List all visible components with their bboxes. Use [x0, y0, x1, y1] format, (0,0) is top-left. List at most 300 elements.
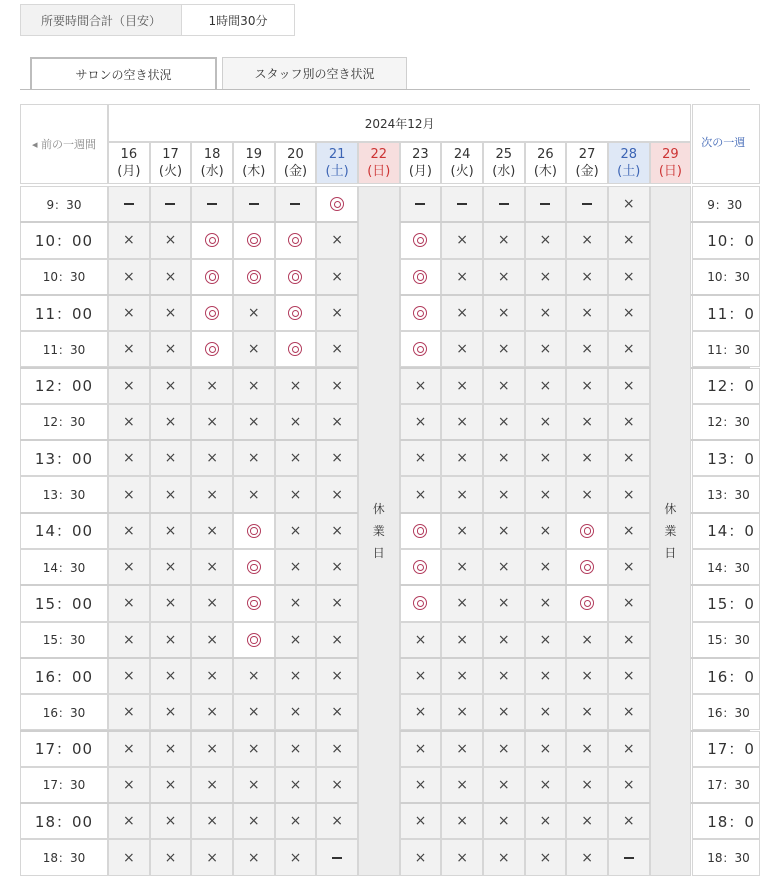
slot-full: ×: [525, 368, 567, 404]
day-header: [150, 142, 192, 184]
slot-available[interactable]: [233, 222, 275, 258]
day-header: [191, 142, 233, 184]
slot-full: ×: [150, 803, 192, 839]
slot-full: ×: [441, 331, 483, 367]
time-label: 13：30: [20, 476, 108, 512]
available-mark-icon: [580, 596, 594, 610]
time-label-right: 11：0: [692, 295, 760, 331]
slot-full: ×: [483, 331, 525, 367]
slot-full: ×: [441, 513, 483, 549]
slot-full: ×: [483, 585, 525, 621]
slot-full: ×: [441, 222, 483, 258]
slot-full: ×: [316, 222, 358, 258]
slot-full: ×: [566, 622, 608, 658]
slot-full: ×: [400, 658, 442, 694]
day-header: [400, 142, 442, 184]
slot-full: ×: [608, 404, 650, 440]
slot-full: ×: [483, 513, 525, 549]
time-label: 15：00: [20, 585, 108, 621]
available-mark-icon: [330, 197, 344, 211]
slot-full: ×: [108, 694, 150, 730]
day-date: 22: [370, 147, 388, 162]
day-date: 20: [287, 147, 304, 162]
day-weekday: (火): [450, 164, 474, 179]
slot-full: ×: [191, 839, 233, 875]
slot-full: ×: [525, 476, 567, 512]
time-label: 10：00: [20, 222, 108, 258]
slot-full: ×: [108, 658, 150, 694]
slot-full: ×: [108, 259, 150, 295]
slot-full: ×: [316, 513, 358, 549]
slot-full: ×: [150, 585, 192, 621]
closed-day-label-char: 日: [664, 545, 677, 560]
day-header: [441, 142, 483, 184]
slot-full: ×: [108, 731, 150, 767]
slot-full: ×: [275, 658, 317, 694]
slot-full: ×: [150, 404, 192, 440]
slot-full: ×: [275, 694, 317, 730]
slot-available[interactable]: [191, 295, 233, 331]
slot-full: ×: [108, 549, 150, 585]
closed-day-label-char: 休: [372, 501, 385, 516]
dash-icon: [207, 203, 217, 205]
slot-unavailable: [108, 186, 150, 222]
slot-full: ×: [316, 658, 358, 694]
dash-icon: [457, 203, 467, 205]
slot-full: ×: [608, 259, 650, 295]
day-weekday: (水): [492, 164, 516, 179]
slot-full: ×: [400, 839, 442, 875]
day-weekday: (火): [158, 164, 183, 179]
slot-full: ×: [275, 803, 317, 839]
slot-available[interactable]: [566, 585, 608, 621]
day-header: [483, 142, 525, 184]
slot-full: ×: [316, 622, 358, 658]
slot-available[interactable]: [191, 259, 233, 295]
slot-full: ×: [608, 622, 650, 658]
slot-full: ×: [150, 295, 192, 331]
slot-full: ×: [608, 549, 650, 585]
slot-full: ×: [275, 476, 317, 512]
time-label-right: 15：0: [692, 585, 760, 621]
slot-full: ×: [400, 622, 442, 658]
slot-unavailable: [275, 186, 317, 222]
dash-icon: [624, 857, 634, 859]
slot-full: ×: [233, 694, 275, 730]
slot-full: ×: [150, 549, 192, 585]
slot-available[interactable]: [233, 622, 275, 658]
time-label: 10：30: [20, 259, 108, 295]
available-mark-icon: [247, 270, 261, 284]
slot-full: ×: [191, 803, 233, 839]
slot-full: ×: [275, 585, 317, 621]
slot-full: ×: [150, 658, 192, 694]
dash-icon: [124, 203, 134, 205]
slot-full: ×: [566, 368, 608, 404]
slot-unavailable: [483, 186, 525, 222]
slot-full: ×: [191, 476, 233, 512]
slot-full: ×: [400, 694, 442, 730]
slot-full: ×: [566, 694, 608, 730]
slot-full: ×: [566, 222, 608, 258]
slot-full: ×: [150, 513, 192, 549]
day-header: [275, 142, 317, 184]
slot-full: ×: [400, 404, 442, 440]
slot-available[interactable]: [400, 513, 442, 549]
slot-full: ×: [275, 549, 317, 585]
slot-full: ×: [525, 259, 567, 295]
slot-full: ×: [483, 549, 525, 585]
time-label-right: 15：30: [692, 622, 760, 658]
available-mark-icon: [205, 342, 219, 356]
slot-available[interactable]: [233, 513, 275, 549]
slot-full: ×: [275, 440, 317, 476]
available-mark-icon: [205, 306, 219, 320]
slot-full: ×: [233, 404, 275, 440]
time-label-right: 12：30: [692, 404, 760, 440]
slot-full: ×: [233, 368, 275, 404]
time-label-right: 13：0: [692, 440, 760, 476]
slot-full: ×: [483, 767, 525, 803]
slot-available[interactable]: [191, 331, 233, 367]
dash-icon: [415, 203, 425, 205]
day-weekday: (月): [408, 164, 433, 179]
slot-full: ×: [108, 839, 150, 875]
slot-full: ×: [233, 767, 275, 803]
slot-unavailable: [441, 186, 483, 222]
slot-full: ×: [441, 476, 483, 512]
slot-full: ×: [441, 549, 483, 585]
slot-full: ×: [150, 767, 192, 803]
slot-full: ×: [566, 767, 608, 803]
dash-icon: [249, 203, 259, 205]
slot-full: ×: [441, 694, 483, 730]
day-header: [108, 142, 150, 184]
slot-full: ×: [275, 513, 317, 549]
available-mark-icon: [413, 233, 427, 247]
slot-full: ×: [566, 803, 608, 839]
day-weekday: (月): [117, 164, 141, 179]
slot-full: ×: [608, 803, 650, 839]
day-date: 23: [412, 147, 429, 162]
slot-full: ×: [525, 658, 567, 694]
slot-available[interactable]: [191, 222, 233, 258]
slot-full: ×: [316, 803, 358, 839]
day-weekday: (土): [325, 164, 349, 179]
slot-full: ×: [483, 404, 525, 440]
slot-full: ×: [525, 404, 567, 440]
slot-available[interactable]: [400, 259, 442, 295]
slot-full: ×: [608, 694, 650, 730]
slot-full: ×: [150, 331, 192, 367]
time-label: 11：30: [20, 331, 108, 367]
available-mark-icon: [247, 233, 261, 247]
slot-full: ×: [483, 222, 525, 258]
day-date: 21: [328, 147, 346, 162]
slot-available[interactable]: [400, 222, 442, 258]
time-label: 14：00: [20, 513, 108, 549]
dash-icon: [165, 203, 175, 205]
slot-full: ×: [483, 658, 525, 694]
time-label-right: 16：30: [692, 694, 760, 730]
time-label-right: 11：30: [692, 331, 760, 367]
slot-full: ×: [233, 839, 275, 875]
available-mark-icon: [580, 524, 594, 538]
slot-unavailable: [566, 186, 608, 222]
time-label-right: 18：30: [692, 839, 760, 875]
time-label: 11：00: [20, 295, 108, 331]
slot-full: ×: [566, 839, 608, 875]
slot-full: ×: [108, 803, 150, 839]
time-label-right: 17：30: [692, 767, 760, 803]
slot-full: ×: [275, 767, 317, 803]
slot-full: ×: [441, 658, 483, 694]
day-date: 24: [453, 147, 471, 162]
day-weekday: (土): [617, 164, 641, 179]
slot-full: ×: [150, 476, 192, 512]
closed-day-label-char: 日: [372, 545, 385, 560]
available-mark-icon: [413, 342, 427, 356]
time-label-right: 12：0: [692, 368, 760, 404]
slot-full: ×: [483, 839, 525, 875]
slot-full: ×: [316, 440, 358, 476]
slot-full: ×: [150, 222, 192, 258]
slot-full: ×: [483, 259, 525, 295]
time-label: 16：30: [20, 694, 108, 730]
slot-unavailable: [233, 186, 275, 222]
slot-full: ×: [233, 295, 275, 331]
slot-full: ×: [316, 259, 358, 295]
slot-full: ×: [233, 658, 275, 694]
slot-full: ×: [191, 585, 233, 621]
slot-full: ×: [233, 440, 275, 476]
day-date: 26: [537, 147, 554, 162]
slot-unavailable: [525, 186, 567, 222]
closed-day-label-char: 休: [664, 501, 677, 516]
slot-full: ×: [483, 622, 525, 658]
day-weekday: (金): [283, 164, 308, 179]
time-label: 17：30: [20, 767, 108, 803]
day-date: 28: [620, 147, 637, 162]
slot-full: ×: [483, 731, 525, 767]
slot-full: ×: [108, 222, 150, 258]
slot-available[interactable]: [233, 259, 275, 295]
slot-full: ×: [608, 331, 650, 367]
slot-full: ×: [233, 731, 275, 767]
slot-full: ×: [525, 694, 567, 730]
slot-full: ×: [483, 476, 525, 512]
day-date: 29: [662, 147, 679, 162]
duration-label: 所要時間合計（目安）: [21, 5, 182, 35]
slot-full: ×: [191, 767, 233, 803]
day-date: 19: [245, 147, 263, 162]
time-label-right: 10：0: [692, 222, 760, 258]
slot-full: ×: [191, 368, 233, 404]
slot-available[interactable]: [566, 549, 608, 585]
slot-full: ×: [108, 440, 150, 476]
slot-full: ×: [191, 694, 233, 730]
slot-full: ×: [150, 259, 192, 295]
time-label: 15：30: [20, 622, 108, 658]
slot-full: ×: [191, 622, 233, 658]
time-label: 18：00: [20, 803, 108, 839]
time-label-right: 14：30: [692, 549, 760, 585]
slot-full: ×: [483, 694, 525, 730]
slot-full: ×: [191, 549, 233, 585]
available-mark-icon: [580, 560, 594, 574]
duration-value: 1時間30分: [208, 13, 268, 28]
day-date: 17: [162, 147, 179, 162]
slot-full: ×: [150, 731, 192, 767]
slot-full: ×: [441, 440, 483, 476]
slot-available[interactable]: [275, 222, 317, 258]
slot-full: ×: [400, 803, 442, 839]
slot-available[interactable]: [275, 295, 317, 331]
time-label: 9：30: [20, 186, 108, 222]
slot-available[interactable]: [275, 259, 317, 295]
dash-icon: [582, 203, 592, 205]
slot-full: ×: [483, 368, 525, 404]
available-mark-icon: [413, 596, 427, 610]
closed-day-label-char: 業: [372, 523, 385, 538]
slot-full: ×: [608, 295, 650, 331]
slot-full: ×: [608, 440, 650, 476]
slot-full: ×: [525, 731, 567, 767]
slot-full: ×: [108, 767, 150, 803]
time-label: 18：30: [20, 839, 108, 875]
slot-full: ×: [441, 731, 483, 767]
available-mark-icon: [247, 633, 261, 647]
availability-table: [20, 104, 755, 877]
slot-full: ×: [483, 295, 525, 331]
day-weekday: (日): [658, 164, 682, 179]
available-mark-icon: [288, 233, 302, 247]
slot-full: ×: [275, 731, 317, 767]
slot-available[interactable]: [233, 585, 275, 621]
slot-full: ×: [316, 549, 358, 585]
time-label: 17：00: [20, 731, 108, 767]
next-week-link[interactable]: 次の一週: [692, 104, 760, 184]
slot-full: ×: [108, 295, 150, 331]
closed-day-column: [650, 186, 692, 876]
slot-full: ×: [275, 404, 317, 440]
prev-week-link[interactable]: ◂ 前の一週間: [20, 104, 108, 184]
slot-full: ×: [233, 476, 275, 512]
tab-divider: [20, 89, 750, 90]
time-label-right: 17：0: [692, 731, 760, 767]
slot-full: ×: [566, 295, 608, 331]
slot-full: ×: [441, 404, 483, 440]
slot-full: ×: [233, 331, 275, 367]
week-title: 2024年12月: [108, 104, 691, 142]
slot-full: ×: [525, 622, 567, 658]
slot-full: ×: [108, 622, 150, 658]
day-weekday: (木): [242, 164, 266, 179]
time-label-right: 18：0: [692, 803, 760, 839]
slot-full: ×: [608, 476, 650, 512]
time-label: 14：30: [20, 549, 108, 585]
slot-available[interactable]: [275, 331, 317, 367]
available-mark-icon: [205, 270, 219, 284]
slot-full: ×: [150, 694, 192, 730]
slot-full: ×: [608, 222, 650, 258]
day-header: [608, 142, 650, 184]
slot-full: ×: [608, 585, 650, 621]
slot-full: ×: [316, 404, 358, 440]
slot-available[interactable]: [566, 513, 608, 549]
available-mark-icon: [413, 524, 427, 538]
slot-full: ×: [275, 839, 317, 875]
slot-full: ×: [316, 295, 358, 331]
slot-full: ×: [608, 513, 650, 549]
day-weekday: (水): [200, 164, 224, 179]
slot-available[interactable]: [316, 186, 358, 222]
slot-full: ×: [566, 440, 608, 476]
slot-full: ×: [441, 622, 483, 658]
slot-full: ×: [566, 404, 608, 440]
available-mark-icon: [247, 596, 261, 610]
slot-available[interactable]: [400, 549, 442, 585]
slot-full: ×: [316, 585, 358, 621]
slot-full: ×: [525, 803, 567, 839]
day-weekday: (木): [533, 164, 557, 179]
day-header: [358, 142, 400, 184]
time-label: 16：00: [20, 658, 108, 694]
time-label-right: 10：30: [692, 259, 760, 295]
slot-full: ×: [400, 368, 442, 404]
day-date: 25: [495, 147, 513, 162]
time-label: 12：00: [20, 368, 108, 404]
slot-full: ×: [608, 767, 650, 803]
slot-full: ×: [316, 694, 358, 730]
closed-day-column: [358, 186, 400, 876]
slot-full: ×: [400, 731, 442, 767]
time-label-right: 16：0: [692, 658, 760, 694]
day-header: [316, 142, 358, 184]
slot-available[interactable]: [400, 295, 442, 331]
slot-full: ×: [108, 331, 150, 367]
slot-full: ×: [525, 549, 567, 585]
available-mark-icon: [288, 306, 302, 320]
slot-full: ×: [400, 440, 442, 476]
tab-staff-availability[interactable]: スタッフ別の空き状況: [222, 57, 407, 89]
day-weekday: (日): [367, 164, 391, 179]
slot-full: ×: [108, 585, 150, 621]
view-tabs: [30, 57, 412, 90]
slot-full: ×: [150, 839, 192, 875]
slot-available[interactable]: [400, 331, 442, 367]
slot-full: ×: [525, 767, 567, 803]
slot-full: ×: [275, 622, 317, 658]
duration-summary: [20, 4, 295, 36]
slot-full: ×: [191, 404, 233, 440]
slot-full: ×: [525, 513, 567, 549]
slot-full: ×: [483, 440, 525, 476]
slot-unavailable: [608, 839, 650, 875]
slot-full: ×: [108, 368, 150, 404]
slot-available[interactable]: [400, 585, 442, 621]
tab-salon-availability[interactable]: サロンの空き状況: [30, 57, 217, 90]
slot-full: ×: [483, 803, 525, 839]
slot-full: ×: [441, 295, 483, 331]
slot-full: ×: [441, 368, 483, 404]
available-mark-icon: [413, 270, 427, 284]
slot-full: ×: [108, 513, 150, 549]
available-mark-icon: [288, 342, 302, 356]
slot-available[interactable]: [233, 549, 275, 585]
slot-full: ×: [525, 585, 567, 621]
slot-full: ×: [441, 803, 483, 839]
